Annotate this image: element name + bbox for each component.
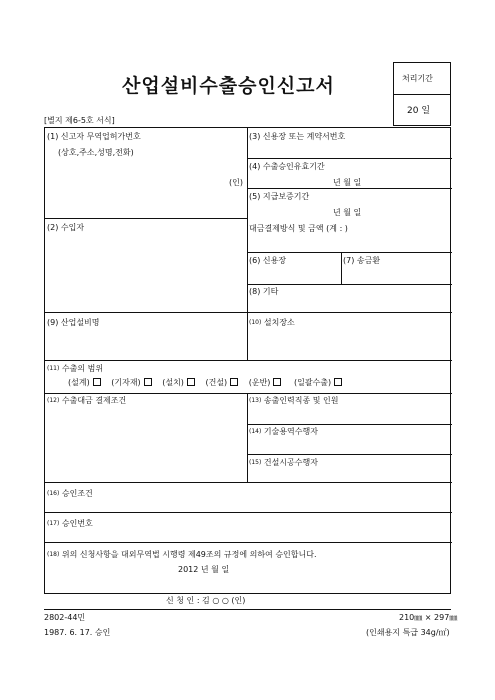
field-1-sub: (상호,주소,성명,전화) [58, 148, 134, 157]
scope-construction: (건설) [205, 378, 228, 387]
field-4-label: (4) 수출승인유효기간 [249, 162, 325, 171]
application-form [44, 127, 451, 594]
processing-period-value: 20 일 [407, 106, 431, 116]
scope-transport: (운반) [248, 378, 271, 387]
field-2-label: (2) 수입자 [47, 223, 85, 232]
field-4-date: 년 월 일 [333, 178, 362, 187]
scope-equipment-checkbox[interactable] [144, 378, 152, 386]
field-1-seal: (인) [229, 178, 243, 187]
scope-install-checkbox[interactable] [187, 378, 195, 386]
scope-design: (설계) [68, 378, 90, 387]
field-16-label: (16) 승인조건 [47, 489, 93, 498]
scope-options [68, 378, 342, 388]
approval-date-line: 2012 년 월 일 [178, 565, 230, 574]
processing-period-label: 처리기간 [402, 74, 433, 83]
page-title: 산업설비수출승인신고서 [122, 75, 335, 97]
field-5-label: (5) 지급보증기간 [249, 192, 310, 201]
field-13-label: (13) 송출인력직종 및 인원 [249, 396, 339, 405]
processing-period-divider [393, 94, 451, 95]
field-5-date: 년 월 일 [333, 208, 362, 217]
field-3-label: (3) 신용장 또는 계약서번호 [249, 132, 346, 141]
field-12-label: (12) 수출대금 결제조건 [47, 396, 127, 405]
field-1-label: (1) 신고자 무역업허가번호 [47, 132, 141, 141]
footer-size: 210㎜ × 297㎜ [399, 613, 458, 622]
field-7-label: (7) 송금환 [343, 256, 381, 265]
field-10-label: (10) 설치장소 [249, 318, 295, 327]
scope-design-checkbox[interactable] [93, 378, 101, 386]
scope-equipment: (기자재) [111, 378, 141, 387]
scope-construction-checkbox[interactable] [230, 378, 238, 386]
scope-turnkey: (일괄수출) [293, 378, 332, 387]
field-15-label: (15) 건설시공수행자 [249, 458, 318, 467]
field-18-statement: (18) 위의 신청사항을 대외무역법 시행령 제49조의 규정에 의하여 승인합니다. [47, 550, 317, 559]
footer-paper: (인쇄용지 특급 34g/㎡) [366, 628, 450, 637]
field-17-label: (17) 승인번호 [47, 519, 93, 528]
field-6-label: (6) 신용장 [249, 256, 287, 265]
scope-turnkey-checkbox[interactable] [334, 378, 342, 386]
scope-transport-checkbox[interactable] [273, 378, 281, 386]
field-11-label: (11) 수출의 범위 [47, 364, 104, 373]
field-9-label: (9) 산업설비명 [47, 318, 100, 327]
field-8-label: (8) 기타 [249, 287, 279, 296]
divider-v-lower [247, 393, 248, 482]
form-number: [별지 제6-5호 서식] [44, 116, 115, 125]
divider-v-main [247, 128, 248, 360]
applicant-line: 신 청 인 : 김 ○ ○ (인) [166, 596, 246, 605]
field-14-label: (14) 기술용역수행자 [249, 427, 318, 436]
footer-code: 2802-44민 [44, 613, 86, 622]
scope-install: (설치) [162, 378, 184, 387]
divider-v-lc [341, 252, 342, 284]
footer-divider [44, 609, 451, 610]
footer-approved: 1987. 6. 17. 승인 [44, 628, 111, 637]
payment-method-label: 대금결제방식 및 금액 (계 : ) [249, 224, 348, 233]
